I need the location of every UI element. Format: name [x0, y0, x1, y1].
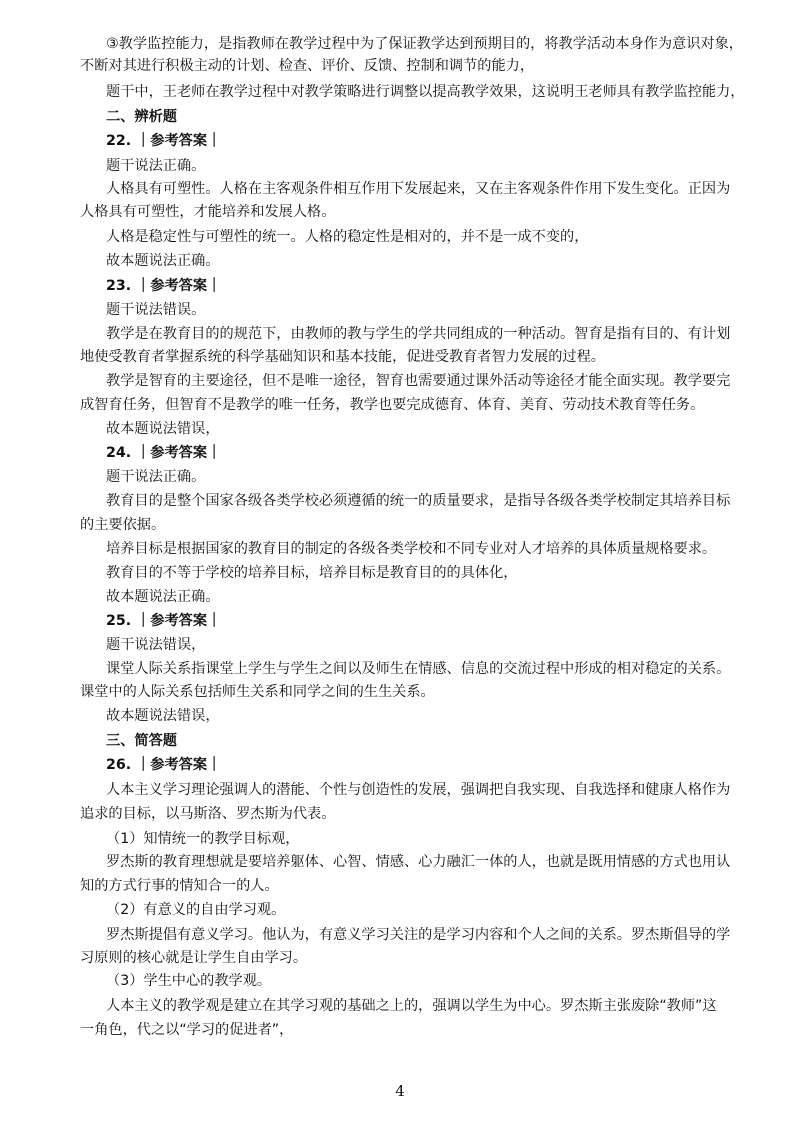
text-line: 培养目标是根据国家的教育目的制定的各级各类学校和不同专业对人才培养的具体质量规格要求。	[106, 541, 717, 557]
text-line: 人本主义学习理论强调人的潜能、个性与创造性的发展，强调把自我实现、自我选择和健康人格作为	[106, 782, 731, 798]
text-line: 一角色，代之以“学习的促进者”，	[80, 1022, 294, 1038]
text-line: 故本题说法错误，	[106, 421, 220, 437]
text-line: 不断对其进行积极主动的计划、检查、评价、反馈、控制和调节的能力，	[80, 58, 535, 74]
text-line: 人格具有可塑性。人格在主客观条件相互作用下发展起来，又在主客观条件作用下发生变化。正因为	[106, 181, 731, 197]
text-line: 教育目的不等于学校的培养目标，培养目标是教育目的的具体化，	[106, 565, 518, 581]
text-line: 课堂人际关系指课堂上学生与学生之间以及师生在情感、信息的交流过程中形成的相对稳定的关系。	[106, 661, 731, 677]
text-line: 人格是稳定性与可塑性的统一。人格的稳定性是相对的，并不是一成不变的，	[106, 229, 589, 245]
text-line: 罗杰斯提倡有意义学习。他认为，有意义学习关注的是学习内容和个人之间的关系。罗杰斯倡导的学	[106, 927, 731, 943]
text-line: 地使受教育者掌握系统的科学基础知识和基本技能，促进受教育者智力发展的过程。	[80, 349, 605, 365]
text-line: 教学是智育的主要途径，但不是唯一途径，智育也需要通过课外活动等途径才能全面实现。教学要完	[106, 373, 731, 389]
section-heading: 24. ｜参考答案｜	[106, 445, 222, 461]
section-heading: 26. ｜参考答案｜	[106, 757, 222, 773]
section-heading: 三、简答题	[106, 733, 177, 749]
text-line: 习原则的核心就是让学生自由学习。	[80, 950, 308, 966]
text-line: 题干说法错误，	[106, 637, 206, 653]
text-line: ③教学监控能力，是指教师在教学过程中为了保证教学达到预期目的，将教学活动本身作为意识对象，	[106, 36, 743, 52]
section-heading: 二、辨析题	[106, 109, 177, 125]
text-line: 题干说法正确。	[106, 469, 206, 485]
text-line: 教育目的是整个国家各级各类学校必须遵循的统一的质量要求，是指导各级各类学校制定其培养目标	[106, 493, 731, 509]
text-line: （1）知情统一的教学目标观，	[106, 831, 300, 847]
section-heading: 25. ｜参考答案｜	[106, 613, 222, 629]
page-number: 4	[395, 1082, 405, 1100]
text-line: 追求的目标，以马斯洛、罗杰斯为代表。	[80, 806, 336, 822]
text-line: 故本题说法错误，	[106, 708, 220, 724]
text-line: 故本题说法正确。	[106, 253, 220, 269]
text-line: 知的方式行事的情知合一的人。	[80, 878, 279, 894]
text-line: 的主要依据。	[80, 517, 166, 533]
text-line: （3）学生中心的教学观。	[106, 973, 272, 989]
text-line: （2）有意义的自由学习观。	[106, 902, 286, 918]
text-line: 课堂中的人际关系包括师生关系和同学之间的生生关系。	[80, 684, 435, 700]
section-heading: 22. ｜参考答案｜	[106, 133, 222, 149]
text-line: 人本主义的教学观是建立在其学习观的基础之上的，强调以学生为中心。罗杰斯主张废除“教师”这	[106, 998, 717, 1014]
text-line: 故本题说法正确。	[106, 589, 220, 605]
text-line: 题干说法错误。	[106, 302, 206, 318]
text-line: 成智育任务，但智育不是教学的唯一任务，教学也要完成德育、体育、美育、劳动技术教育等任务。	[80, 397, 705, 413]
text-line: 题干说法正确。	[106, 158, 206, 174]
text-line: 人格具有可塑性，才能培养和发展人格。	[80, 204, 336, 220]
text-line: 教学是在教育目的的规范下，由教师的教与学生的学共同组成的一种活动。智育是指有目的、有计划	[106, 326, 731, 342]
text-line: 罗杰斯的教育理想就是要培养躯体、心智、情感、心力融汇一体的人，也就是既用情感的方式也用认	[106, 854, 731, 870]
section-heading: 23. ｜参考答案｜	[106, 278, 222, 294]
text-line: 题干中，王老师在教学过程中对教学策略进行调整以提高教学效果，这说明王老师具有教学监控能力，	[106, 84, 745, 100]
